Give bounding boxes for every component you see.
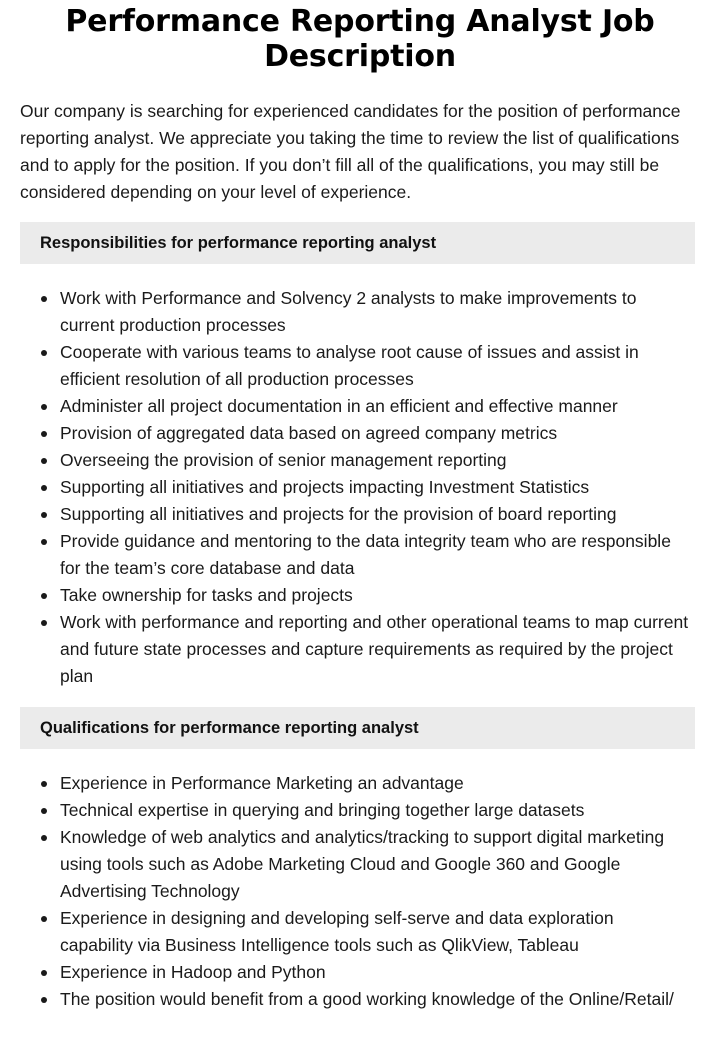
- bullet-icon: [41, 620, 47, 626]
- list-item-text: Knowledge of web analytics and analytics/tracking to support digital marketing using tools such as Adobe Marketing Cloud and Google 360 and Google Advertising Technology: [60, 827, 665, 901]
- list-item: [20, 905, 690, 959]
- bullet-icon: [41, 916, 47, 922]
- bullet-icon: [41, 296, 47, 302]
- list-item: [20, 986, 690, 1013]
- list-item-text: Take ownership for tasks and projects: [60, 585, 353, 605]
- list-item-text: Overseeing the provision of senior management reporting: [60, 450, 507, 470]
- list-item-text: Work with performance and reporting and other operational teams to map current and future state processes and capture requirements as required by the project plan: [60, 612, 689, 686]
- list-item: [20, 474, 690, 501]
- list-item: [20, 770, 690, 797]
- list-item-text: Work with Performance and Solvency 2 analysts to make improvements to current production processes: [60, 288, 637, 335]
- list-item-text: Supporting all initiatives and projects for the provision of board reporting: [60, 504, 617, 524]
- list-item-text: The position would benefit from a good working knowledge of the Online/Retail/: [60, 989, 674, 1009]
- list-item-text: Administer all project documentation in an efficient and effective manner: [60, 396, 618, 416]
- qualifications-heading: Qualifications for performance reporting analyst: [20, 707, 695, 749]
- list-item: [20, 447, 690, 474]
- list-item: [20, 285, 690, 339]
- list-item-text: Experience in Performance Marketing an advantage: [60, 773, 464, 793]
- bullet-icon: [41, 997, 47, 1003]
- responsibilities-heading: Responsibilities for performance reporting analyst: [20, 222, 695, 264]
- list-item-text: Experience in Hadoop and Python: [60, 962, 326, 982]
- list-item: [20, 339, 690, 393]
- bullet-icon: [41, 593, 47, 599]
- bullet-icon: [41, 485, 47, 491]
- bullet-icon: [41, 458, 47, 464]
- list-item: [20, 959, 690, 986]
- list-item-text: Supporting all initiatives and projects impacting Investment Statistics: [60, 477, 590, 497]
- list-item: [20, 609, 690, 690]
- list-item: [20, 420, 690, 447]
- bullet-icon: [41, 350, 47, 356]
- list-item-text: Cooperate with various teams to analyse root cause of issues and assist in efficient resolution of all production processes: [60, 342, 639, 389]
- bullet-icon: [41, 404, 47, 410]
- list-item-text: Technical expertise in querying and bringing together large datasets: [60, 800, 585, 820]
- bullet-icon: [41, 970, 47, 976]
- bullet-icon: [41, 835, 47, 841]
- list-item: [20, 501, 690, 528]
- bullet-icon: [41, 512, 47, 518]
- list-item: [20, 528, 690, 582]
- list-item: [20, 797, 690, 824]
- bullet-icon: [41, 539, 47, 545]
- intro-paragraph: Our company is searching for experienced candidates for the position of performance reporting analyst. We appreciate you taking the time to review the list of qualifications and to apply for the position. If you don’t fill all of the qualifications, you may still be considered depending on your level of experience.: [20, 101, 681, 202]
- qualifications-list: [20, 770, 690, 1013]
- list-item-text: Provide guidance and mentoring to the data integrity team who are responsible for the team’s core database and data: [60, 531, 671, 578]
- responsibilities-list: [20, 285, 690, 690]
- list-item: [20, 824, 690, 905]
- bullet-icon: [41, 431, 47, 437]
- list-item-text: Experience in designing and developing self-serve and data exploration capability via Business Intelligence tools such as QlikView, Tableau: [60, 908, 614, 955]
- list-item: [20, 582, 690, 609]
- page-title: Performance Reporting Analyst Job Description: [65, 4, 655, 74]
- bullet-icon: [41, 808, 47, 814]
- list-item: [20, 393, 690, 420]
- bullet-icon: [41, 781, 47, 787]
- list-item-text: Provision of aggregated data based on agreed company metrics: [60, 423, 558, 443]
